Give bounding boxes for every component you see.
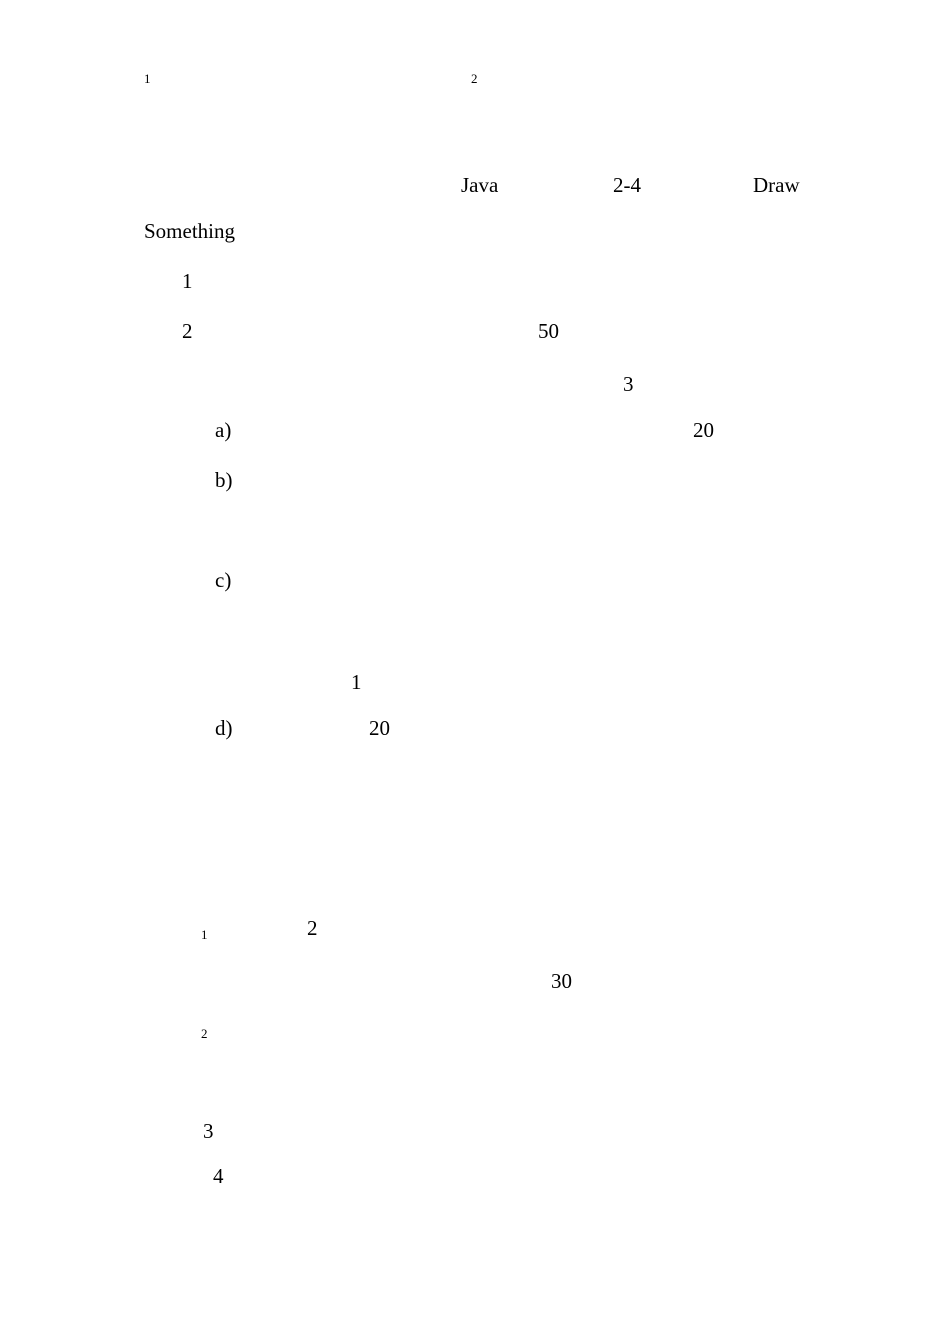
subitem-b-label: b) [215,468,233,492]
note-1-value: 2 [307,916,318,940]
subitem-d-value: 20 [369,716,390,740]
step-2-number: 2 [182,319,193,343]
note-1-marker: 1 [201,927,208,942]
header-marker-1: 1 [144,71,151,86]
intro-something: Something [144,219,236,243]
step-2-value: 50 [538,319,559,343]
subitem-c-label: c) [215,568,232,592]
intro-range: 2-4 [613,173,641,197]
intro-java: Java [461,173,499,197]
subitem-a-value: 20 [693,418,714,442]
note-value-30: 30 [551,969,572,993]
subitem-a-label: a) [215,418,232,442]
note-3-number: 3 [203,1119,214,1143]
subitem-c-value: 1 [351,670,362,694]
note-2-marker: 2 [201,1026,208,1041]
step-3-number: 3 [623,372,634,396]
intro-draw: Draw [753,173,800,197]
subitem-d-label: d) [215,716,233,740]
note-4-number: 4 [213,1164,224,1188]
step-1-number: 1 [182,269,193,293]
header-marker-2: 2 [471,71,478,86]
